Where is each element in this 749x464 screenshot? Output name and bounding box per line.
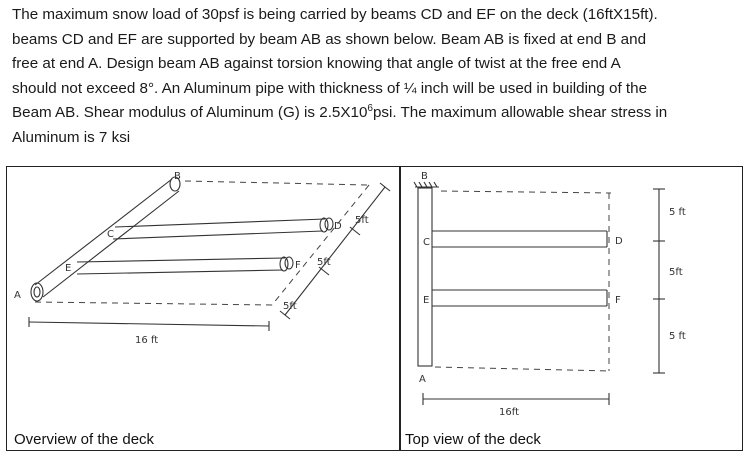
label-span-plan-3: 5 ft — [669, 331, 686, 342]
beam-ef-bottom — [77, 270, 283, 274]
label-b-plan: B — [421, 171, 428, 182]
label-span-plan-1: 5 ft — [669, 207, 686, 218]
beam-ef-top — [77, 258, 285, 262]
top-view-figure — [400, 166, 743, 451]
label-c: C — [107, 229, 114, 240]
deck-plan-top — [441, 191, 611, 193]
beam-ab-plan — [418, 188, 432, 366]
span-dimension-line — [285, 187, 385, 315]
label-a-plan: A — [419, 374, 426, 385]
label-e-plan: E — [423, 295, 430, 306]
deck-plan-bottom — [435, 367, 609, 371]
label-span-2: 5ft — [317, 257, 331, 268]
label-d: D — [334, 221, 342, 232]
problem-line-6: Aluminum is 7 ksi — [12, 128, 131, 146]
problem-line-3: free at end A. Design beam AB against torsion knowing that angle of twist at the free end A — [12, 55, 621, 73]
label-f-plan: F — [615, 295, 621, 306]
deck-front-edge — [35, 302, 272, 305]
deck-right-edge — [272, 185, 369, 305]
beam-ef-end-f — [280, 257, 288, 271]
overview-caption: Overview of the deck — [14, 431, 155, 448]
label-c-plan: C — [423, 237, 430, 248]
beam-cd-end-d-ring — [325, 218, 333, 230]
problem-statement — [12, 3, 742, 151]
beam-cd-end-d — [320, 218, 328, 232]
problem-line-1: The maximum snow load of 30psf is being carried by beams CD and EF on the deck (16ftX15ft). — [12, 6, 658, 23]
top-view-sketch — [401, 167, 742, 450]
label-a: A — [14, 290, 21, 301]
fixed-support-hatch — [414, 182, 437, 187]
overview-sketch — [7, 167, 399, 450]
beam-ab-bottom — [43, 191, 179, 297]
beam-ef-end-f-ring — [285, 257, 293, 269]
length-dimension-line — [29, 322, 269, 326]
label-length-plan: 16ft — [499, 407, 519, 418]
span-tick-2 — [350, 227, 360, 235]
problem-line-2: beams CD and EF are supported by beam AB as shown below. Beam AB is fixed at end B and — [12, 30, 647, 48]
top-view-caption: Top view of the deck — [405, 431, 541, 448]
beam-ab-end-a — [31, 283, 43, 301]
beam-cd-top — [115, 219, 325, 227]
beam-cd-bottom — [113, 231, 323, 239]
label-d-plan: D — [615, 236, 623, 247]
label-span-1: 5ft — [355, 215, 369, 226]
deck-back-edge — [185, 181, 369, 185]
problem-line-5-end: psi. The maximum allowable shear stress in — [372, 104, 668, 122]
label-span-plan-2: 5ft — [669, 267, 683, 278]
span-tick-3 — [319, 267, 329, 275]
problem-line-5 — [12, 101, 742, 126]
problem-line-4: should not exceed 8°. An Aluminum pipe with thickness of ¼ inch will be used in building of the — [12, 79, 648, 97]
exponent: 6 — [367, 103, 373, 115]
label-span-3: 5ft — [283, 301, 297, 312]
label-b: B — [174, 171, 181, 182]
label-e: E — [65, 263, 72, 274]
span-tick-4 — [280, 311, 290, 319]
label-f: F — [295, 260, 301, 271]
beam-ab-top — [35, 179, 172, 285]
span-tick-1 — [380, 183, 390, 191]
overview-figure — [6, 166, 400, 451]
label-length: 16 ft — [135, 335, 159, 346]
problem-line-5-start: Beam AB. Shear modulus of Aluminum (G) is 2.5X10 — [12, 104, 368, 122]
beam-ab-end-a-inner — [34, 287, 40, 297]
